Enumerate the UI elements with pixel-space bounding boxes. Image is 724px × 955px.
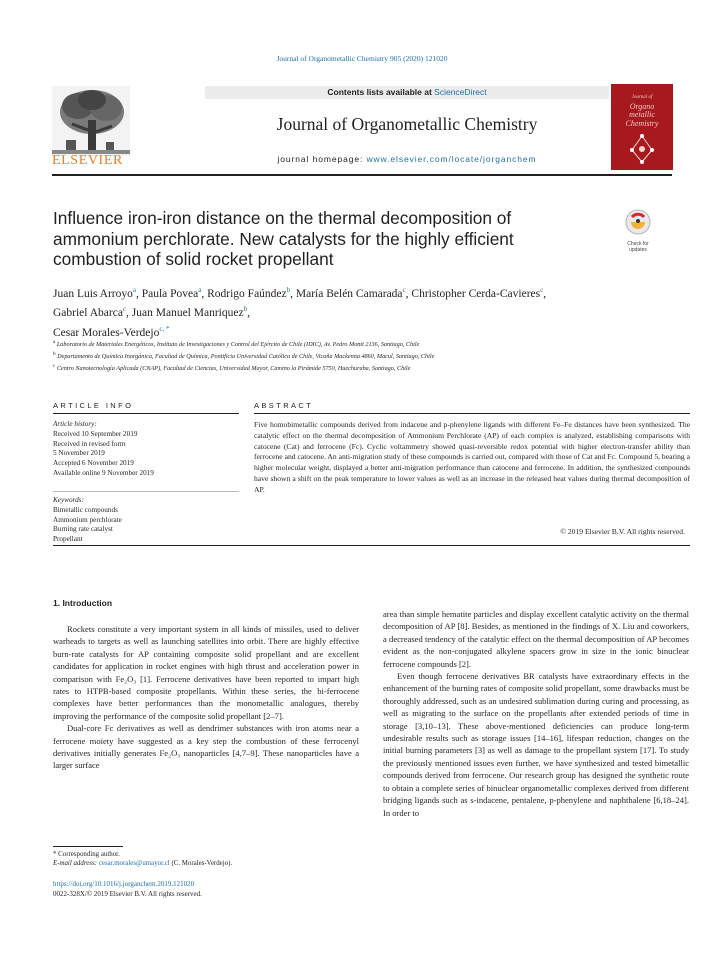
abstract-heading: ABSTRACT — [254, 401, 314, 410]
email-label: E-mail address: — [53, 860, 97, 867]
affiliation-item — [53, 350, 653, 362]
journal-citation[interactable]: Journal of Organometallic Chemistry 905 (2020) 121020 — [276, 54, 448, 63]
author-affiliation-marker[interactable]: b — [286, 286, 291, 294]
keywords — [53, 496, 239, 545]
cover-molecule-graphic — [626, 132, 658, 166]
front-matter-rule — [53, 545, 690, 546]
affiliation-item — [53, 338, 653, 350]
corresponding-label: * Corresponding author. — [53, 851, 120, 858]
affiliation-marker: b — [53, 350, 56, 357]
keyword-item: Burning rate catalyst — [53, 525, 113, 534]
body-paragraph: Even though ferrocene derivatives BR catalysts have extraordinary effects in the enhancement of the burning rates of composite solid propellant, some drawbacks must be thoroughly addressed, such as an undesired sublimation during curing and processing, as well as migrating to the surface on the propellants after extended periods of time in storage [3,10–13]. These above-mentioned deficiencies can produce long-term undesirable results such as storage issues [14–16], lifespan reduction, changes on the initial burning parameters [3] as well as damage to the propellant system [17]. To study the previously mentioned issues even further, we have synthesized and tested bimetallic compounds derived from ferrocene. Our research group has designed the synthetic route to obtain a complete series of binuclear organometallic complexes derived from different bridging ligands such as s-indacene, pentalene, p-phenylene and naphthalene [6,18–24]. In order to — [383, 671, 689, 818]
author-affiliation-marker[interactable]: a — [198, 286, 202, 294]
author-name[interactable]: Paula Povea — [141, 287, 199, 300]
author-name[interactable]: Christopher Cerda-Cavieres — [411, 287, 541, 300]
history-item: Received 10 September 2019 — [53, 429, 138, 438]
author-affiliation-marker[interactable]: c — [122, 305, 127, 314]
affiliation-text: Laboratorio de Materiales Energéticos, Instituto de Investigaciones y Control del Ejército de Chile (IDIC), Av. Pedro Montt 2136, Santiago, Chile — [56, 341, 420, 349]
affiliation-text: Departamento de Química Inorgánica, Facultad de Química, Pontificia Universidad Católica de Chile, Vicuña Mackenna 4860, Macul, Santiago, Chile — [57, 352, 435, 360]
author-affiliation-marker[interactable]: b — [243, 305, 248, 314]
sciencedirect-link[interactable]: ScienceDirect — [434, 87, 487, 97]
email-line — [53, 859, 359, 868]
abstract-text: Five homobimetallic compounds derived from indacene and p-phenylene ligands with different Fe–Fe distances have been synthesized. The catalytic effect on the thermal decomposition of Ammonium Perchlorate (AP) of each complex is analyzed, establishing comparisons with catocene (Cat) and ferrocene (Fc). Cyclic voltammetry showed quasi-reversible redox potential with higher electron-transfer ability than ferrocene and catocene. An anti-migration study of these compounds is carried out, compared with those of Cat and Fc. Compound 5, bearing a higher molecular weight, displayed a better anti-migration performance than catocene and ferrocene. In addition, the synthesized compounds have shown a shift on the peak temperature to lower values as well as an increase in the released heat values during thermal decomposition of AP. — [254, 420, 690, 494]
issn-line: 0022-328X/© 2019 Elsevier B.V. All rights reserved. — [53, 889, 202, 898]
check-updates-line: Check for — [627, 241, 649, 247]
check-updates-line: updates — [629, 247, 647, 253]
history-item: Received in revised form — [53, 439, 126, 448]
cover-line: Organo — [629, 101, 655, 111]
affiliation-marker: a — [53, 339, 56, 345]
body-paragraph: Rockets constitute a very important system in all kinds of missiles, used to deliver warheads to targets as well as launching satellites into orbit. There are highly effective burn-rate catalysts for AP containing composite solid propellant and are excellent candidates for application in rocket engines with high thrust and acceleration power in comparison with Fe₂O₃ [1]. Ferrocene derivatives have been reported to impart high rates to HTPB-based composite propellants. Within these series, the bi-ferrocene complexes have better performances than the monometallic analogues, thereby improving the performance of the composite solid propellant [2–7]. — [53, 624, 359, 721]
keywords-label: Keywords: — [53, 496, 84, 504]
check-updates-icon — [615, 208, 661, 236]
keyword-item: Ammonium perchlorate — [53, 515, 122, 524]
check-for-updates-badge[interactable] — [615, 208, 661, 254]
corresponding-author-footnote — [53, 850, 359, 868]
author-affiliation-marker[interactable]: c — [402, 286, 406, 294]
journal-homepage — [205, 154, 609, 164]
article-history — [53, 420, 239, 479]
body-column-right — [383, 608, 689, 819]
article-info-rule — [53, 413, 239, 414]
author-affiliation-marker[interactable]: c, * — [159, 324, 170, 333]
email-link[interactable]: cesar.morales@umayor.cl — [98, 860, 170, 867]
author-name[interactable]: Juan Luis Arroyo — [53, 287, 133, 300]
history-item: 5 November 2019 — [53, 449, 105, 458]
cover-line: Journal of — [631, 95, 653, 100]
cover-title — [611, 94, 673, 128]
affiliation-list — [53, 338, 653, 373]
elsevier-wordmark[interactable]: ELSEVIER — [52, 153, 123, 168]
footnote-rule — [53, 846, 123, 847]
history-item: Available online 9 November 2019 — [53, 468, 154, 477]
author-affiliation-marker[interactable]: a — [132, 286, 136, 294]
affiliation-text: Centro Nanotecnología Aplicada (CNAP), Facultad de Ciencias, Universidad Mayor, Camino la Pirámide 5750, Huechuraba, Santiago, Chile — [56, 364, 411, 372]
history-item: Accepted 6 November 2019 — [53, 459, 134, 468]
doi-link[interactable]: https://doi.org/10.1016/j.jorganchem.2019.121020 — [53, 880, 195, 888]
section-heading-introduction: 1. Introduction — [53, 598, 113, 608]
keyword-item: Propellant — [53, 535, 83, 544]
cover-line: Chemistry — [625, 118, 659, 128]
contents-prefix: Contents lists available at — [327, 87, 432, 97]
body-column-left — [53, 623, 359, 772]
article-title: Influence iron-iron distance on the thermal decomposition of ammonium perchlorate. New catalysts for the highly efficient combustion of solid rocket propellant — [53, 208, 514, 269]
homepage-prefix: journal homepage: — [277, 154, 364, 164]
cover-line: metallic — [629, 110, 655, 119]
author-list: Juan Luis Arroyo$^a$, Paula Povea$^a$, Rodrigo Faúndez$^b$, María Belén Camarada$^c$, Christopher Cerda-Cavieres$^c$, Gabriel Abarca$^c$, Juan Manuel Manriquez$^b$, Cesar Morales-Verdejo$^{c, *}$ — [53, 286, 547, 339]
abstract-rule — [254, 413, 690, 414]
author-name[interactable]: María Belén Camarada — [295, 287, 403, 300]
body-paragraph: Dual-core Fc derivatives as well as dendrimer substances with iron atoms near a ferrocene moiety have suggested as a key step the combustion of these ferrocenyl derivatives initially generates Fe₂O₃ nanoparticles [4,7–9]. These nanoparticles have a larger surface — [53, 723, 359, 771]
author-name[interactable]: Juan Manuel Manriquez — [131, 307, 244, 320]
affiliation-item — [53, 362, 653, 374]
author-name[interactable]: Rodrigo Faúndez — [207, 287, 287, 300]
journal-title: Journal of Organometallic Chemistry — [276, 114, 538, 134]
keywords-rule — [53, 491, 239, 492]
article-info-heading: ARTICLE INFO — [53, 401, 134, 410]
keyword-item: Bimetallic compounds — [53, 505, 118, 514]
body-paragraph-continued: area than simple hematite particles and display excellent catalytic activity on the thermal decomposition of AP [8]. Besides, as mentioned in the findings of X. Liu and coworkers, a decreased tendency of the catalytic effect on the thermal decomposition of AP becomes evident as the non-conjugated alkylene spacers grow in size in the ionic binuclear ferrocene compounds [2]. — [383, 609, 689, 669]
contents-line — [205, 87, 609, 97]
author-name[interactable]: Cesar Morales-Verdejo — [53, 326, 160, 339]
doi-block — [53, 880, 202, 899]
author-affiliation-marker[interactable]: c — [540, 286, 544, 294]
author-name[interactable]: Gabriel Abarca — [53, 307, 123, 320]
history-label: Article history: — [53, 420, 97, 428]
abstract-copyright: © 2019 Elsevier B.V. All rights reserved. — [560, 527, 685, 536]
email-owner: (C. Morales-Verdejo). — [171, 860, 233, 867]
affiliation-marker: c — [53, 362, 56, 369]
header-divider — [52, 174, 672, 176]
homepage-link[interactable]: www.elsevier.com/locate/jorganchem — [366, 154, 537, 164]
